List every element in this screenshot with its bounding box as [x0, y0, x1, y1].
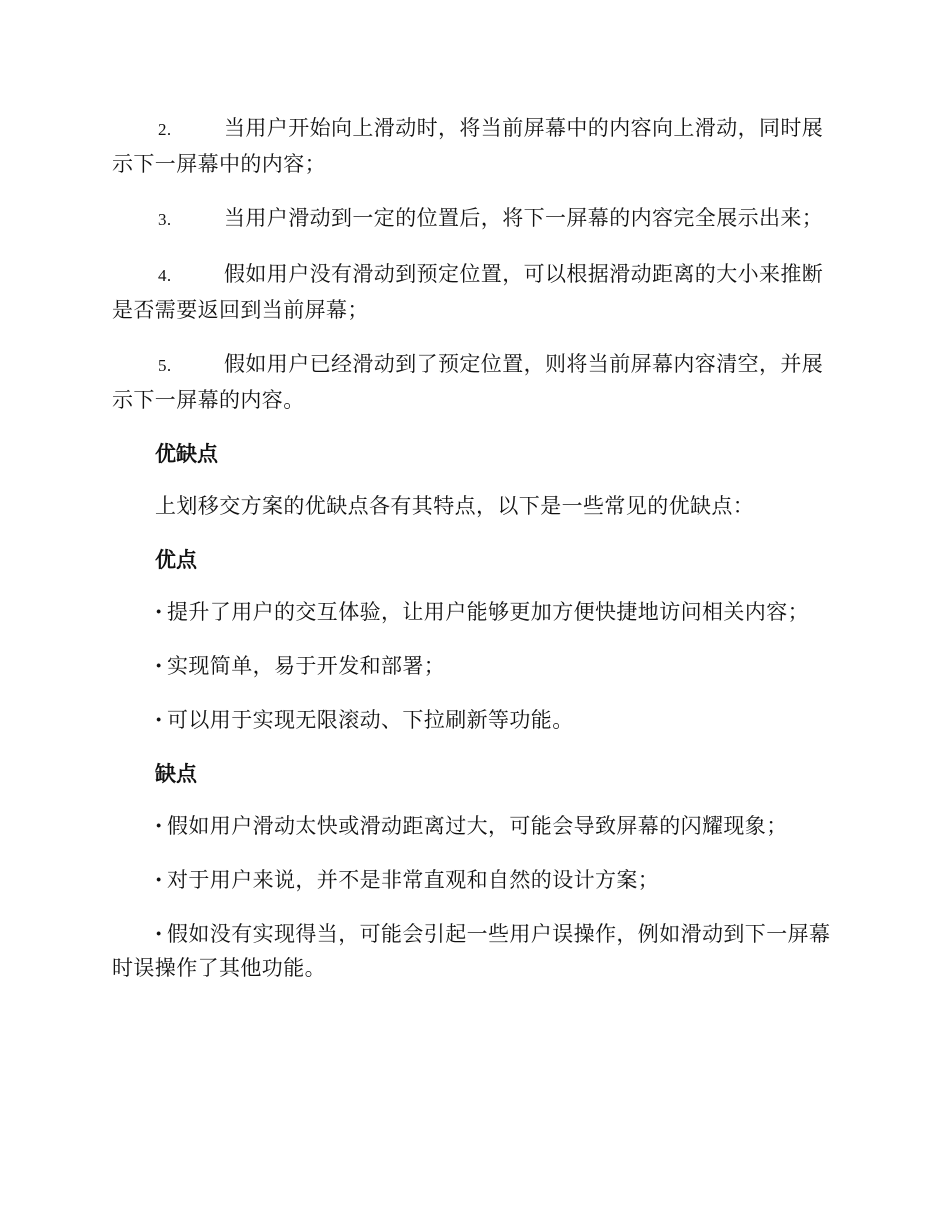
pros-item: [112, 703, 836, 737]
numbered-item-4: [112, 257, 836, 327]
bullet-icon: ·: [155, 921, 163, 946]
item-text: 当用户滑动到一定的位置后，将下一屏幕的内容完全展示出来；: [224, 206, 824, 230]
item-number: 3.: [158, 210, 172, 229]
cons-item: [112, 863, 836, 897]
cons-heading: 缺点: [155, 762, 197, 786]
bullet-icon: ·: [155, 813, 163, 838]
bullet-icon: ·: [155, 867, 163, 892]
cons-item-text: 假如用户滑动太快或滑动距离过大，可能会导致屏幕的闪耀现象；: [167, 814, 788, 838]
cons-item-text: 假如没有实现得当，可能会引起一些用户误操作，例如滑动到下一屏幕时误操作了其他功能。: [112, 922, 831, 980]
document-body: [112, 111, 836, 1005]
numbered-item-5: [112, 347, 836, 417]
section-heading: 优缺点: [155, 442, 218, 466]
cons-item-text: 对于用户来说，并不是非常直观和自然的设计方案；: [167, 868, 660, 892]
pros-heading: 优点: [155, 548, 197, 572]
bullet-icon: ·: [155, 653, 163, 678]
numbered-item-2: [112, 111, 836, 181]
item-text: 假如用户已经滑动到了预定位置，则将当前屏幕内容清空，并展示下一屏幕的内容。: [112, 352, 824, 412]
cons-item: [112, 917, 836, 985]
bullet-icon: ·: [155, 599, 163, 624]
pros-item-text: 可以用于实现无限滚动、下拉刷新等功能。: [167, 708, 574, 732]
numbered-item-3: [112, 201, 836, 237]
item-text: 当用户开始向上滑动时，将当前屏幕中的内容向上滑动，同时展示下一屏幕中的内容；: [112, 116, 824, 176]
section-intro: 上划移交方案的优缺点各有其特点，以下是一些常见的优缺点：: [155, 494, 755, 518]
pros-item: [112, 595, 836, 629]
item-text: 假如用户没有滑动到预定位置，可以根据滑动距离的大小来推断是否需要返回到当前屏幕；: [112, 262, 824, 322]
item-number: 2.: [158, 120, 172, 139]
item-number: 5.: [158, 356, 172, 375]
pros-item-text: 实现简单，易于开发和部署；: [167, 654, 446, 678]
bullet-icon: ·: [155, 707, 163, 732]
pros-item-text: 提升了用户的交互体验，让用户能够更加方便快捷地访问相关内容；: [167, 600, 809, 624]
pros-item: [112, 649, 836, 683]
cons-item: [112, 809, 836, 843]
item-number: 4.: [158, 266, 172, 285]
